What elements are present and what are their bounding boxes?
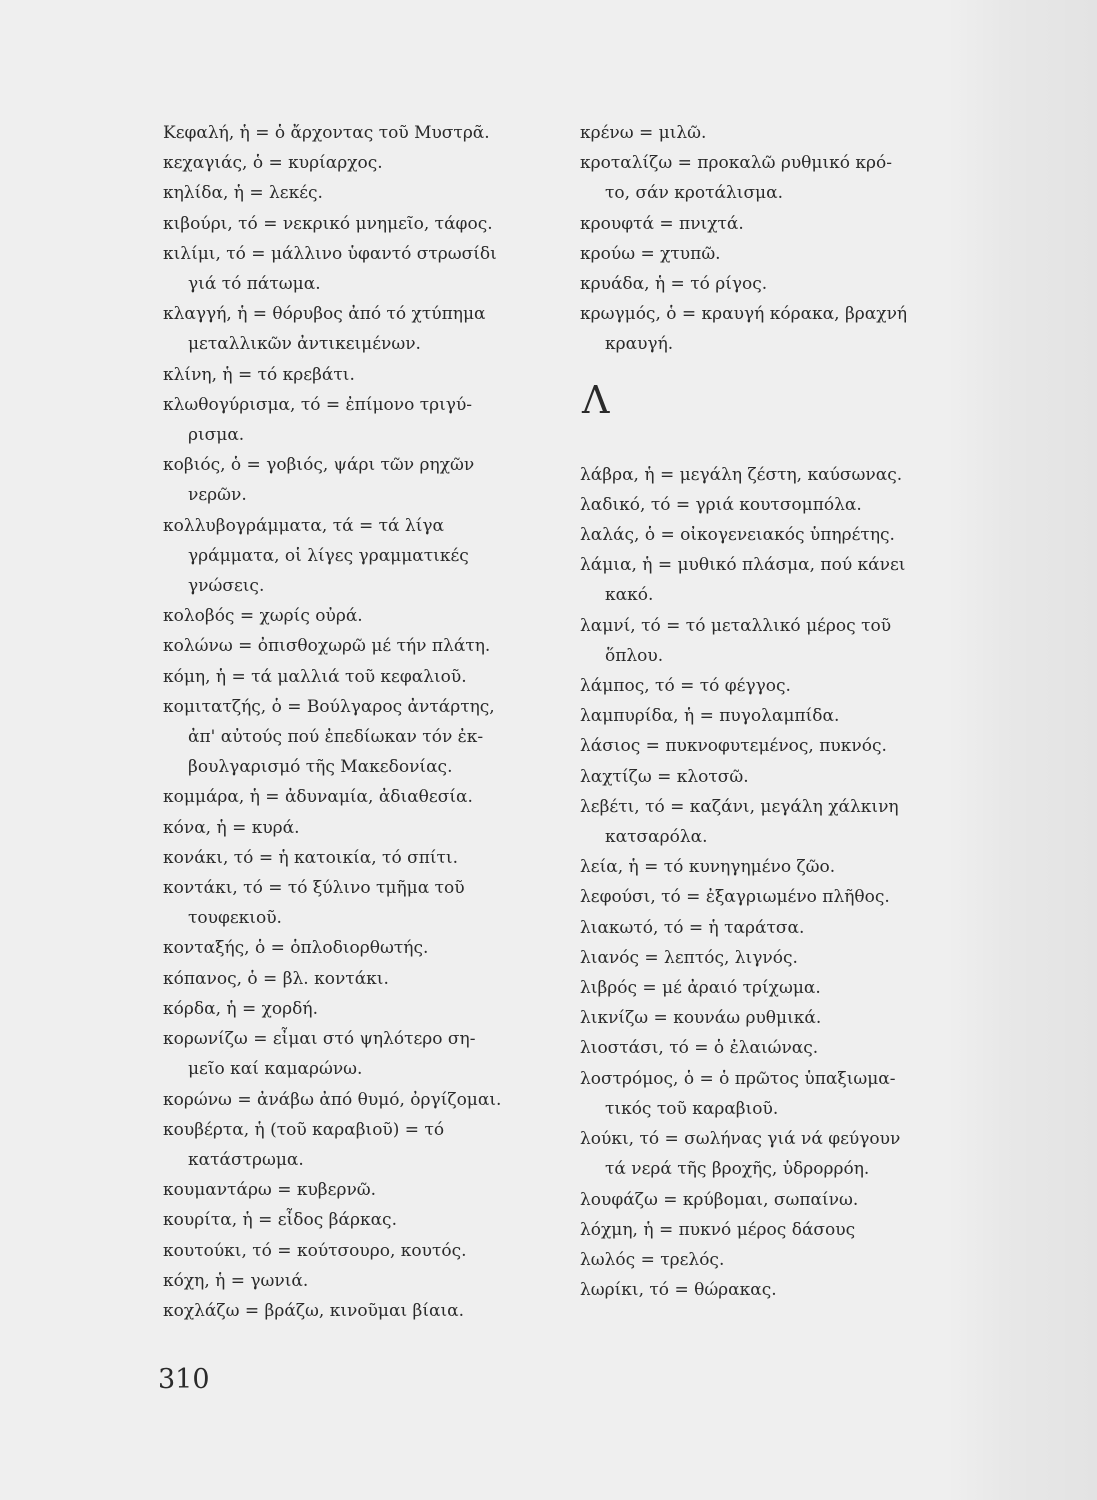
entry-text: λικνίζω = κουνάω ρυθμικά. — [580, 1008, 822, 1029]
entry-text: λιανός = λεπτός, λιγνός. — [580, 947, 798, 968]
glossary-entry — [163, 1115, 558, 1175]
glossary-entry — [163, 662, 558, 692]
glossary-entry — [580, 611, 965, 671]
entry-continuation: γνώσεις. — [188, 576, 265, 597]
entry-text: κόρδα, ἡ = χορδή. — [163, 998, 318, 1019]
entry-text: κολώνω = ὀπισθοχωρῶ μέ τήν πλάτη. — [163, 636, 491, 657]
glossary-entry — [580, 269, 965, 299]
glossary-entry — [580, 1124, 965, 1184]
entry-text: κρούω = χτυπῶ. — [580, 243, 721, 264]
entry-continuation: τά νερά τῆς βροχῆς, ὑδρορρόη. — [605, 1159, 870, 1180]
glossary-entry — [580, 1275, 965, 1305]
letter-heading: Λ — [582, 377, 610, 422]
glossary-entry — [163, 1266, 558, 1296]
entry-text: λοστρόμος, ὁ = ὁ πρῶτος ὑπαξιωμα- — [580, 1068, 896, 1089]
entry-text: κομιτατζής, ὁ = Βούλγαρος ἀντάρτης, — [163, 696, 495, 717]
entry-text: κουτούκι, τό = κούτσουρο, κουτός. — [163, 1240, 467, 1261]
entry-continuation: γιά τό πάτωμα. — [188, 274, 321, 295]
right-column — [580, 118, 965, 1305]
glossary-entry — [580, 973, 965, 1003]
glossary-entry — [163, 148, 558, 178]
entry-continuation: το, σάν κροτάλισμα. — [605, 183, 783, 204]
entry-text: λωρίκι, τό = θώρακας. — [580, 1280, 777, 1301]
glossary-entry — [163, 601, 558, 631]
page-number: 310 — [158, 1364, 210, 1395]
glossary-entry — [163, 239, 558, 299]
glossary-entry — [163, 360, 558, 390]
glossary-entry — [580, 520, 965, 550]
glossary-entry — [580, 239, 965, 269]
glossary-entry — [163, 994, 558, 1024]
entry-text: λεφούσι, τό = ἐξαγριωμένο πλῆθος. — [580, 887, 890, 908]
entry-text: λωλός = τρελός. — [580, 1249, 725, 1270]
glossary-entry — [163, 1085, 558, 1115]
entry-text: κομμάρα, ἡ = ἀδυναμία, ἀδιαθεσία. — [163, 787, 473, 808]
entry-text: λαμπυρίδα, ἡ = πυγολαμπίδα. — [580, 706, 840, 727]
entry-continuation: ρισμα. — [188, 425, 245, 446]
glossary-entry — [580, 460, 965, 490]
entry-text: λιακωτό, τό = ἡ ταράτσα. — [580, 917, 805, 938]
glossary-entry — [163, 299, 558, 359]
glossary-entry — [163, 1175, 558, 1205]
entry-text: κροταλίζω = προκαλῶ ρυθμικό κρό- — [580, 153, 892, 174]
entry-text: κιλίμι, τό = μάλλινο ὑφαντό στρωσίδι — [163, 243, 497, 264]
entry-continuation: βουλγαρισμό τῆς Μακεδονίας. — [188, 757, 453, 778]
entry-text: κονάκι, τό = ἡ κατοικία, τό σπίτι. — [163, 847, 459, 868]
entry-text: λούκι, τό = σωλήνας γιά νά φεύγουν — [580, 1129, 901, 1150]
glossary-entry — [580, 490, 965, 520]
entry-text: κόχη, ἡ = γωνιά. — [163, 1270, 309, 1291]
glossary-entry — [163, 873, 558, 933]
entry-text: λάμια, ἡ = μυθικό πλάσμα, πού κάνει — [580, 555, 906, 576]
entry-text: κηλίδα, ἡ = λεκές. — [163, 183, 323, 204]
glossary-entry — [163, 390, 558, 450]
entry-text: κουρίτα, ἡ = εἶδος βάρκας. — [163, 1210, 397, 1231]
entry-text: λάβρα, ἡ = μεγάλη ζέστη, καύσωνας. — [580, 464, 903, 485]
entry-continuation: τικός τοῦ καραβιοῦ. — [605, 1098, 779, 1119]
glossary-entry — [163, 1024, 558, 1084]
entry-text: λαλάς, ὁ = οἰκογενειακός ὑπηρέτης. — [580, 525, 895, 546]
entry-text: κολλυβογράμματα, τά = τά λίγα — [163, 515, 445, 536]
entry-text: κρένω = μιλῶ. — [580, 123, 707, 143]
entry-text: λαδικό, τό = γριά κουτσομπόλα. — [580, 494, 862, 515]
entry-continuation: κακό. — [605, 585, 654, 606]
entry-text: κλαγγή, ἡ = θόρυβος ἀπό τό χτύπημα — [163, 304, 486, 325]
glossary-entry — [163, 178, 558, 208]
glossary-entry — [580, 762, 965, 792]
entry-continuation: ἀπ' αὐτούς πού ἐπεδίωκαν τόν ἐκ- — [188, 727, 484, 748]
glossary-entry — [580, 1245, 965, 1275]
entry-continuation: κατάστρωμα. — [188, 1149, 304, 1170]
entry-text: κολοβός = χωρίς οὐρά. — [163, 606, 363, 627]
glossary-entry — [580, 299, 965, 359]
entry-text: κορωνίζω = εἶμαι στό ψηλότερο ση- — [163, 1029, 476, 1050]
entry-text: λουφάζω = κρύβομαι, σωπαίνω. — [580, 1189, 859, 1210]
glossary-entry — [580, 731, 965, 761]
facing-page-bleed — [947, 0, 1097, 1500]
entry-text: κρουφτά = πνιχτά. — [580, 213, 744, 234]
entry-text: κόνα, ἡ = κυρά. — [163, 817, 300, 838]
glossary-entry — [163, 964, 558, 994]
glossary-entry — [580, 1215, 965, 1245]
entry-text: λαμνί, τό = τό μεταλλικό μέρος τοῦ — [580, 615, 892, 636]
glossary-entry — [163, 933, 558, 963]
glossary-entry — [580, 1064, 965, 1124]
glossary-entry — [163, 813, 558, 843]
entry-text: κλωθογύρισμα, τό = ἐπίμονο τριγύ- — [163, 394, 473, 415]
glossary-entry — [580, 550, 965, 610]
glossary-entry — [163, 450, 558, 510]
glossary-entry — [580, 1033, 965, 1063]
glossary-entry — [163, 209, 558, 239]
glossary-entry — [580, 701, 965, 731]
glossary-entry — [580, 882, 965, 912]
entry-continuation: μεῖο καί καμαρώνω. — [188, 1059, 363, 1080]
entry-text: λόχμη, ἡ = πυκνό μέρος δάσους — [580, 1219, 856, 1240]
glossary-entry — [580, 1003, 965, 1033]
entry-text: λιβρός = μέ ἀραιό τρίχωμα. — [580, 978, 821, 999]
entry-continuation: μεταλλικῶν ἀντικειμένων. — [188, 334, 421, 355]
entry-text: κρυάδα, ἡ = τό ρίγος. — [580, 274, 768, 295]
glossary-entry — [163, 1205, 558, 1235]
glossary-entry — [580, 209, 965, 239]
entry-text: κόπανος, ὁ = βλ. κοντάκι. — [163, 968, 389, 989]
glossary-entry — [163, 1296, 558, 1326]
entry-text: κόμη, ἡ = τά μαλλιά τοῦ κεφαλιοῦ. — [163, 666, 467, 687]
entry-continuation: τουφεκιοῦ. — [188, 908, 282, 929]
entry-text: λαχτίζω = κλοτσῶ. — [580, 766, 749, 787]
glossary-entry — [580, 148, 965, 208]
glossary-entry — [580, 913, 965, 943]
entry-continuation: κατσαρόλα. — [605, 827, 708, 848]
glossary-entry — [163, 692, 558, 783]
entry-text: κοχλάζω = βράζω, κινοῦμαι βίαια. — [163, 1300, 465, 1321]
entry-text: λεία, ἡ = τό κυνηγημένο ζῶο. — [580, 857, 836, 878]
glossary-entry — [163, 511, 558, 602]
entry-text: κρωγμός, ὁ = κραυγή κόρακα, βραχνή — [580, 304, 908, 325]
entry-text: λεβέτι, τό = καζάνι, μεγάλη χάλκινη — [580, 796, 899, 817]
glossary-entry — [580, 118, 965, 148]
entry-text: κουβέρτα, ἡ (τοῦ καραβιοῦ) = τό — [163, 1119, 445, 1140]
entry-text: λάσιος = πυκνοφυτεμένος, πυκνός. — [580, 736, 887, 757]
entry-text: κλίνη, ἡ = τό κρεβάτι. — [163, 364, 355, 385]
glossary-entry — [163, 1236, 558, 1266]
glossary-entry — [163, 118, 558, 148]
glossary-entry — [580, 852, 965, 882]
entry-text: λάμπος, τό = τό φέγγος. — [580, 676, 791, 697]
entry-continuation: κραυγή. — [605, 334, 674, 355]
entry-text: κουμαντάρω = κυβερνῶ. — [163, 1180, 377, 1201]
left-column — [163, 118, 558, 1326]
glossary-entry — [580, 943, 965, 973]
right-column-top — [580, 118, 965, 360]
entry-text: Κεφαλή, ἡ = ὁ ἄρχοντας τοῦ Μυστρᾶ. — [163, 123, 490, 143]
entry-text: κοντάκι, τό = τό ξύλινο τμῆμα τοῦ — [163, 878, 465, 899]
entry-text: κεχαγιάς, ὁ = κυρίαρχος. — [163, 153, 383, 174]
glossary-entry — [163, 631, 558, 661]
entry-text: κοβιός, ὁ = γοβιός, ψάρι τῶν ρηχῶν — [163, 455, 475, 476]
glossary-entry — [580, 1185, 965, 1215]
entry-text: κονταξής, ὁ = ὁπλοδιορθωτής. — [163, 938, 429, 959]
glossary-entry — [163, 782, 558, 812]
entry-continuation: νερῶν. — [188, 485, 247, 506]
glossary-entry — [163, 843, 558, 873]
entry-continuation: γράμματα, οἱ λίγες γραμματικές — [188, 545, 469, 566]
right-column-bottom — [580, 460, 965, 1306]
entry-text: κιβούρι, τό = νεκρικό μνημεῖο, τάφος. — [163, 213, 493, 234]
glossary-entry — [580, 671, 965, 701]
entry-text: λιοστάσι, τό = ὁ ἐλαιώνας. — [580, 1038, 819, 1059]
entry-text: κορώνω = ἀνάβω ἀπό θυμό, ὀργίζομαι. — [163, 1089, 502, 1110]
entry-continuation: ὅπλου. — [605, 645, 664, 666]
glossary-entry — [580, 792, 965, 852]
